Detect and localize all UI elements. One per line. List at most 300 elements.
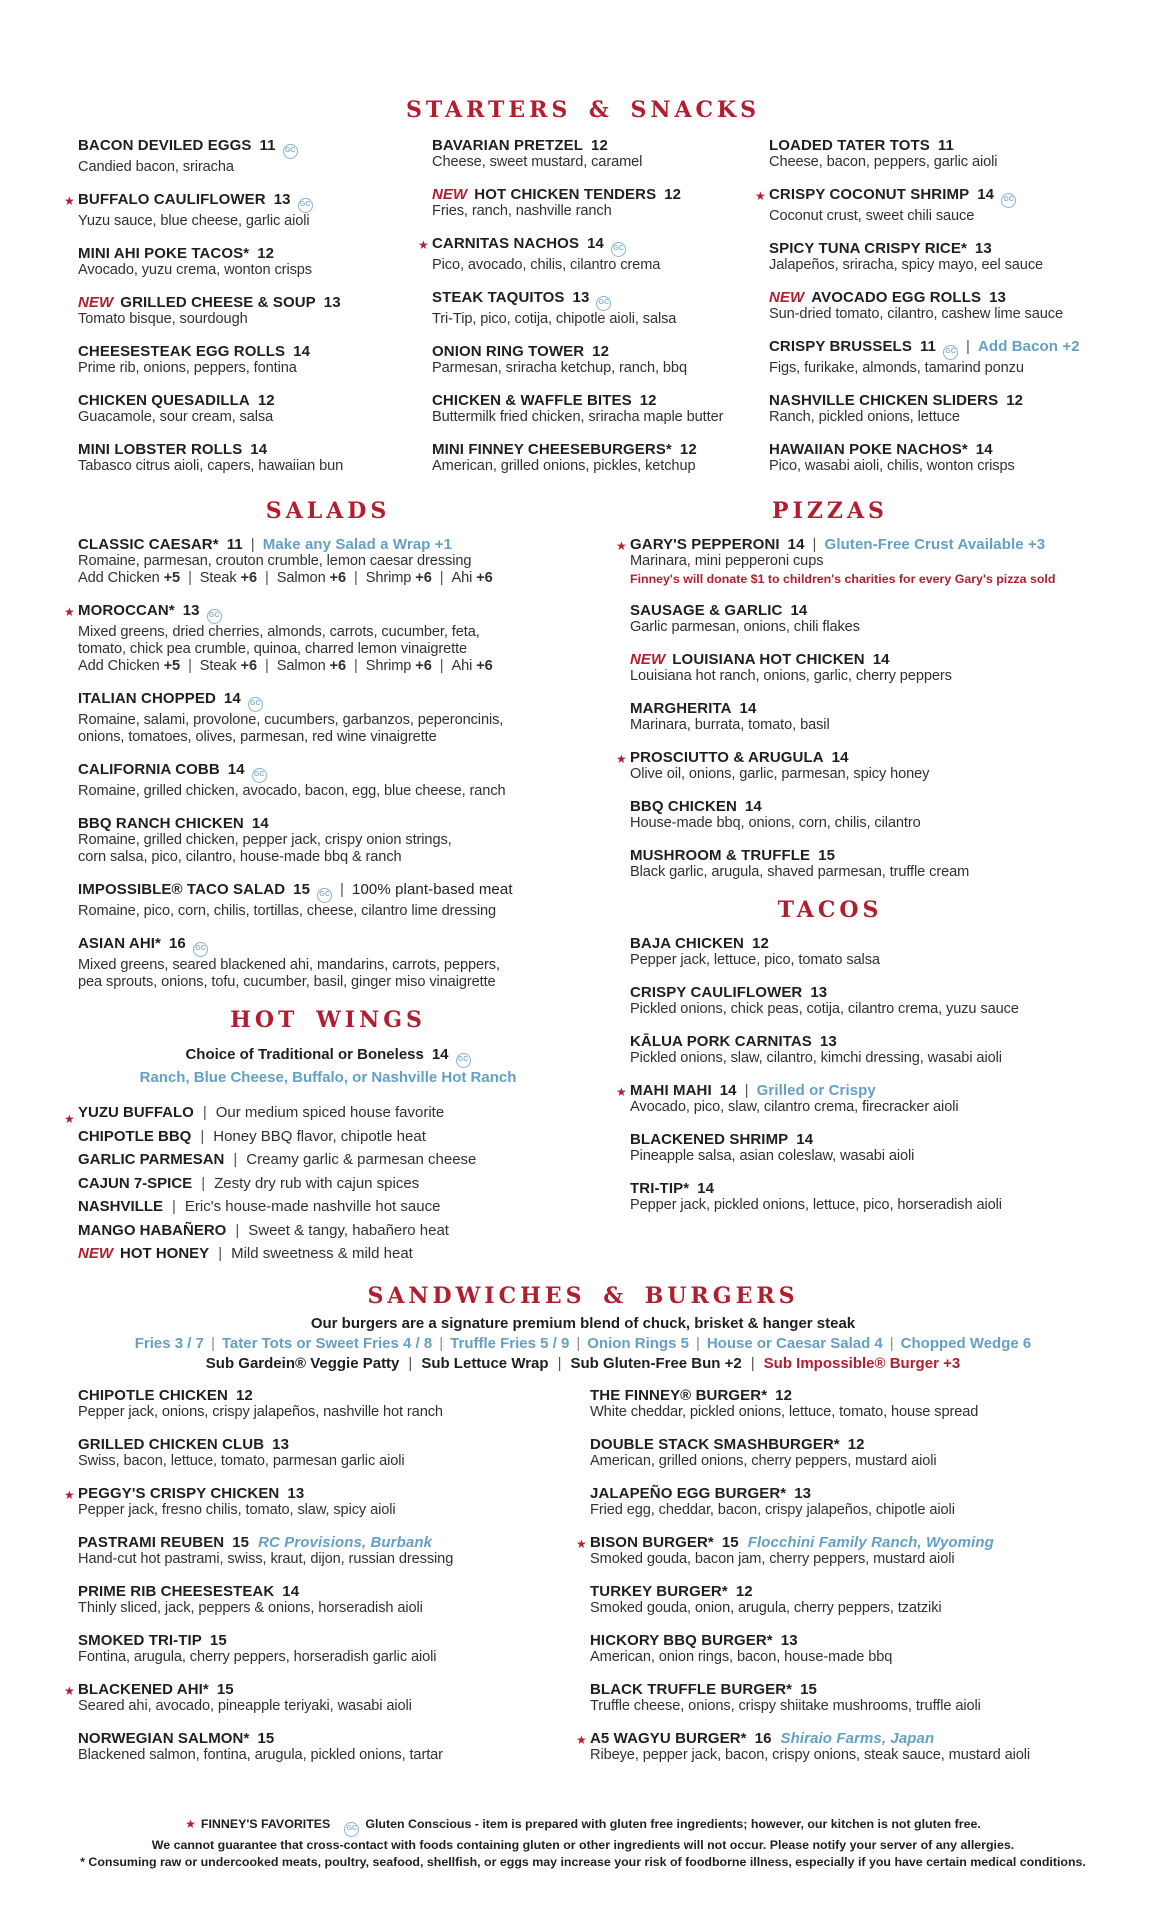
item-name: LOADED TATER TOTS — [769, 137, 930, 154]
favorite-star-icon: ★ — [418, 238, 429, 252]
item-name-line — [78, 1534, 590, 1551]
starters-section — [64, 137, 1088, 490]
menu-item — [78, 815, 630, 866]
item-name: JALAPEÑO EGG BURGER* — [590, 1484, 787, 1502]
item-price: 13 — [272, 1435, 290, 1453]
pipe-separator: | — [265, 570, 269, 586]
item-price: 14 — [223, 690, 241, 707]
item-name: IMPOSSIBLE® TACO SALAD — [78, 881, 286, 898]
item-description: Cheese, sweet mustard, caramel — [432, 154, 643, 170]
item-name: SMOKED TRI-TIP — [78, 1631, 202, 1649]
item-name-line — [78, 761, 630, 783]
item-description: Tri-Tip, pico, cotija, chipotle aioli, salsa — [432, 311, 677, 327]
item-name-line — [576, 1533, 1088, 1551]
item-name: MINI AHI POKE TACOS* — [78, 245, 250, 262]
gluten-conscious-icon: GC — [344, 1822, 359, 1837]
text-segment: Sub Lettuce Wrap — [421, 1354, 549, 1372]
addon-price: +6 — [415, 658, 432, 674]
menu-item — [78, 294, 432, 328]
side-option: Truffle Fries 5 / 9 — [450, 1334, 570, 1352]
pipe-separator: | — [235, 1221, 240, 1239]
item-price: 14 — [293, 343, 311, 360]
item-price: 12 — [235, 1386, 253, 1404]
item-description: Cheese, bacon, peppers, garlic aioli — [769, 154, 998, 170]
item-description: Marinara, burrata, tomato, basil — [630, 717, 830, 733]
item-description: Louisiana hot ranch, onions, garlic, cherry peppers — [630, 668, 952, 684]
item-price: 15 — [216, 1680, 234, 1698]
new-badge: NEW — [78, 1245, 113, 1262]
item-price: 14 — [831, 749, 849, 766]
item-name: GRILLED CHICKEN CLUB — [78, 1435, 265, 1453]
item-description: Buttermilk fried chicken, sriracha maple butter — [432, 409, 724, 425]
menu-item — [78, 536, 630, 587]
item-price: 14 — [787, 536, 805, 553]
menu-item — [78, 935, 630, 991]
gluten-conscious-icon: GC — [317, 888, 332, 903]
favorite-star-icon: ★ — [576, 1536, 587, 1551]
item-name-line — [630, 700, 1088, 717]
item-name: STEAK TAQUITOS — [432, 289, 565, 306]
pipe-separator: | — [202, 1104, 207, 1121]
item-name: BBQ CHICKEN — [630, 798, 737, 815]
menu-item — [78, 1387, 590, 1421]
menu-item — [755, 186, 1088, 225]
item-name-line — [418, 235, 769, 257]
wing-flavor — [64, 1101, 630, 1126]
item-name: BAVARIAN PRETZEL — [432, 137, 584, 154]
wing-flavor-description: Eric's house-made nashville hot sauce — [184, 1198, 441, 1215]
item-price: 11 — [937, 137, 954, 154]
item-price: 14 — [744, 798, 762, 815]
wing-flavor-name: MANGO HABAÑERO — [78, 1221, 227, 1239]
menu-item — [576, 1533, 1088, 1568]
menu-item — [78, 343, 432, 377]
item-price: 14 — [739, 700, 757, 717]
menu-item — [590, 1387, 1088, 1421]
pipe-separator: | — [233, 1151, 238, 1168]
item-price: 13 — [182, 602, 200, 619]
item-description: Smoked gouda, bacon jam, cherry peppers, mustard aioli — [590, 1550, 955, 1567]
item-description: Ribeye, pepper jack, bacon, crispy onions, steak sauce, mustard aioli — [590, 1746, 1031, 1763]
item-name-line — [630, 1180, 1088, 1197]
pipe-separator: | — [200, 1127, 205, 1145]
item-price: 12 — [592, 343, 610, 360]
item-name: PRIME RIB CHEESESTEAK — [78, 1582, 275, 1600]
pizzas-tacos-column — [616, 498, 1088, 1266]
item-description: Parmesan, sriracha ketchup, ranch, bbq — [432, 360, 687, 376]
item-price: 15 — [721, 1533, 739, 1551]
section-title-pizzas: PIZZAS — [772, 498, 888, 524]
pipe-separator: | — [201, 1174, 206, 1192]
pizzas-section — [616, 536, 1088, 881]
pipe-separator: | — [557, 1354, 562, 1372]
item-name-line — [78, 392, 432, 409]
pipe-separator: | — [408, 1354, 413, 1372]
side-option: Onion Rings 5 — [587, 1334, 689, 1352]
item-name-line — [590, 1436, 1088, 1453]
gluten-conscious-icon: GC — [456, 1053, 471, 1068]
item-price: 12 — [752, 935, 769, 952]
menu-item — [576, 1729, 1088, 1764]
salads-section — [64, 536, 630, 991]
starters-column-2 — [418, 137, 769, 490]
item-name-line — [630, 602, 1088, 619]
menu-item — [590, 1485, 1088, 1519]
item-description: Black garlic, arugula, shaved parmesan, truffle cream — [630, 864, 970, 880]
item-description: Seared ahi, avocado, pineapple teriyaki, wasabi aioli — [78, 1697, 412, 1714]
text-segment: RC Provisions, Burbank — [258, 1533, 433, 1551]
item-name-line — [78, 690, 630, 712]
item-name: SAUSAGE & GARLIC — [630, 602, 783, 619]
pipe-separator: | — [172, 1198, 176, 1215]
item-description: corn salsa, pico, cilantro, house-made bbq & ranch — [78, 849, 402, 865]
item-description: Romaine, salami, provolone, cucumbers, garbanzos, peperoncinis, — [78, 712, 504, 728]
item-name-line — [64, 191, 432, 213]
text-segment: Gluten Conscious - item is prepared with gluten free ingredients; however, our kitchen is not gluten free. — [365, 1816, 981, 1831]
item-price: 15 — [800, 1680, 817, 1698]
sandwiches-section — [64, 1386, 1088, 1779]
item-price: 14 — [719, 1082, 737, 1099]
pipe-separator: | — [966, 338, 970, 355]
item-description: American, onion rings, bacon, house-made bbq — [590, 1648, 893, 1665]
item-name-line — [769, 392, 1088, 409]
item-description: Pickled onions, slaw, cilantro, kimchi dressing, wasabi aioli — [630, 1050, 1002, 1066]
menu-item — [78, 761, 630, 800]
item-name: MINI FINNEY CHEESEBURGERS* — [432, 441, 672, 458]
menu-item — [418, 235, 769, 274]
wings-choice-label: Choice of Traditional or Boneless — [185, 1046, 424, 1063]
item-price: 11 — [919, 338, 936, 355]
menu-item — [630, 935, 1088, 969]
item-name-line — [432, 186, 769, 203]
item-description: Avocado, yuzu crema, wonton crisps — [78, 262, 312, 278]
item-price: 14 — [282, 1582, 300, 1600]
side-option: Fries 3 / 7 — [134, 1334, 204, 1352]
wing-flavor — [78, 1125, 630, 1149]
section-title-starters: STARTERS & SNACKS — [405, 97, 761, 123]
item-name-line — [78, 245, 432, 262]
new-badge: NEW — [769, 289, 805, 306]
item-description: Prime rib, onions, peppers, fontina — [78, 360, 297, 376]
item-addons: Add Chicken +5 | Steak +6 | Salmon +6 | Shrimp +6 | Ahi +6 — [78, 570, 493, 586]
item-description: Guacamole, sour cream, salsa — [78, 409, 274, 425]
favorite-star-icon: ★ — [616, 752, 627, 766]
item-name: LOUISIANA HOT CHICKEN — [672, 651, 865, 668]
item-name-line — [755, 186, 1088, 208]
pipe-separator: | — [439, 570, 444, 586]
item-addons: Add Chicken +5 | Steak +6 | Salmon +6 | Shrimp +6 | Ahi +6 — [78, 658, 493, 674]
pipe-separator: | — [265, 658, 269, 674]
menu-item — [64, 602, 630, 675]
wing-flavor — [78, 1242, 630, 1266]
item-name: CALIFORNIA COBB — [78, 761, 220, 778]
text-segment: 100% plant-based meat — [352, 881, 513, 898]
item-price: 14 — [251, 815, 269, 832]
pipe-separator: | — [812, 536, 817, 553]
pipe-separator: | — [695, 1334, 700, 1352]
item-name: CRISPY CAULIFLOWER — [630, 984, 803, 1001]
gluten-conscious-icon: GC — [252, 768, 267, 783]
favorite-star-icon: ★ — [616, 1085, 627, 1099]
sandwiches-intro — [78, 1314, 1088, 1374]
item-name-line — [590, 1485, 1088, 1502]
menu-item — [432, 289, 769, 328]
pipe-separator: | — [340, 881, 345, 898]
sides-options-line — [78, 1334, 1088, 1354]
text-segment: Shiraio Farms, Japan — [780, 1729, 935, 1747]
item-description: Pineapple salsa, asian coleslaw, wasabi aioli — [630, 1148, 915, 1164]
item-price: 16 — [168, 935, 186, 952]
item-price: 14 — [872, 651, 890, 668]
item-name-line — [432, 289, 769, 311]
item-name-line — [590, 1681, 1088, 1698]
item-price: 13 — [273, 191, 291, 208]
item-description: Blackened salmon, fontina, arugula, pickled onions, tartar — [78, 1746, 443, 1763]
item-name-line — [78, 536, 630, 553]
item-name-line — [78, 1436, 590, 1453]
item-description: Fried egg, cheddar, bacon, crispy jalapeños, chipotle aioli — [590, 1501, 955, 1518]
item-description: Figs, furikake, almonds, tamarind ponzu — [769, 360, 1024, 376]
item-name: HAWAIIAN POKE NACHOS* — [769, 441, 968, 458]
item-name-line — [78, 137, 432, 159]
text-segment: Sub Gardein® Veggie Patty — [205, 1354, 400, 1372]
item-name: BLACKENED AHI* — [78, 1680, 209, 1698]
burger-blend-subtitle: Our burgers are a signature premium blend of chuck, brisket & hanger steak — [310, 1314, 856, 1332]
addon-price: +6 — [329, 658, 346, 674]
item-name-line — [630, 651, 1088, 668]
menu-item — [616, 749, 1088, 783]
item-description: Coconut crust, sweet chili sauce — [769, 208, 975, 224]
item-name-line — [616, 536, 1088, 553]
item-name: CRISPY COCONUT SHRIMP — [769, 186, 970, 203]
pipe-separator: | — [250, 536, 255, 553]
item-description: Olive oil, onions, garlic, parmesan, spicy honey — [630, 766, 930, 782]
item-description: Romaine, grilled chicken, avocado, bacon, egg, blue cheese, ranch — [78, 783, 506, 799]
menu-item — [630, 984, 1088, 1018]
menu-item — [630, 847, 1088, 881]
item-name: BBQ RANCH CHICKEN — [78, 815, 244, 832]
pipe-separator: | — [188, 570, 192, 586]
section-title-salads: SALADS — [265, 498, 391, 524]
item-name-line — [630, 1033, 1088, 1050]
item-name: BAJA CHICKEN — [630, 935, 744, 952]
item-name: GRILLED CHEESE & SOUP — [120, 294, 316, 311]
wing-flavor-description: Our medium spiced house favorite — [215, 1104, 445, 1121]
item-name: GARY'S PEPPERONI — [630, 536, 780, 553]
item-name: NORWEGIAN SALMON* — [78, 1729, 250, 1747]
text-segment: Sub Impossible® Burger +3 — [763, 1354, 961, 1372]
item-description: Pepper jack, pickled onions, lettuce, pico, horseradish aioli — [630, 1197, 1002, 1213]
item-description: American, grilled onions, cherry peppers, mustard aioli — [590, 1452, 937, 1469]
item-description: Pepper jack, lettuce, pico, tomato salsa — [630, 952, 880, 968]
menu-item — [769, 240, 1088, 274]
menu-footer — [78, 1816, 1088, 1871]
menu-item — [590, 1583, 1088, 1617]
wing-flavor-description: Honey BBQ flavor, chipotle heat — [213, 1127, 426, 1145]
addon-price: +6 — [240, 570, 257, 586]
wings-price: 14 — [431, 1046, 449, 1063]
item-price: 12 — [1006, 392, 1024, 409]
item-name: CHIPOTLE CHICKEN — [78, 1386, 228, 1404]
item-price: 13 — [287, 1484, 305, 1502]
gluten-conscious-icon-slot — [449, 1046, 471, 1063]
item-name-line — [64, 1680, 590, 1698]
item-price: 13 — [974, 240, 992, 257]
gluten-conscious-icon: GC — [248, 697, 263, 712]
item-description: Mixed greens, dried cherries, almonds, carrots, cucumber, feta, — [78, 624, 480, 640]
menu-item — [64, 1680, 590, 1715]
menu-item — [78, 1632, 590, 1666]
menu-item — [64, 191, 432, 230]
item-name: HICKORY BBQ BURGER* — [590, 1631, 773, 1649]
sandwiches-column-1 — [64, 1386, 590, 1779]
text-segment: Flocchini Family Ranch, Wyoming — [747, 1533, 994, 1551]
item-price: 13 — [323, 294, 341, 311]
item-price: 12 — [735, 1582, 753, 1600]
item-name: CRISPY BRUSSELS — [769, 338, 912, 355]
item-name-line — [64, 1484, 590, 1502]
item-description: Romaine, parmesan, crouton crumble, lemon caesar dressing — [78, 553, 472, 569]
item-name-line — [432, 441, 769, 458]
item-description: Fries, ranch, nashville ranch — [432, 203, 612, 219]
salads-wings-column — [64, 498, 630, 1266]
item-description: Candied bacon, sriracha — [78, 159, 234, 175]
item-note: Finney's will donate $1 to children's charities for every Gary's pizza sold — [630, 572, 1056, 586]
menu-item — [769, 137, 1088, 171]
menu-item — [78, 392, 432, 426]
item-description: Romaine, grilled chicken, pepper jack, crispy onion strings, — [78, 832, 452, 848]
favorite-star-icon: ★ — [755, 189, 766, 203]
item-name-line — [78, 294, 432, 311]
addon-price: +6 — [476, 658, 493, 674]
menu-item — [630, 651, 1088, 685]
favorite-star-icon: ★ — [64, 194, 75, 208]
item-price: 13 — [819, 1033, 837, 1050]
item-price: 12 — [775, 1386, 793, 1404]
item-name-line — [590, 1387, 1088, 1404]
item-description: Fontina, arugula, cherry peppers, horseradish garlic aioli — [78, 1648, 437, 1665]
wing-flavor — [78, 1195, 630, 1219]
item-name-line — [78, 1730, 590, 1747]
menu-item — [616, 536, 1088, 587]
item-name: CLASSIC CAESAR* — [78, 536, 219, 553]
item-description: Pickled onions, chick peas, cotija, cilantro crema, yuzu sauce — [630, 1001, 1019, 1017]
item-price: 15 — [818, 847, 836, 864]
menu-item — [769, 441, 1088, 475]
item-price: 12 — [257, 245, 275, 262]
item-name-line — [630, 984, 1088, 1001]
pipe-separator: | — [210, 1334, 215, 1352]
menu-item — [78, 690, 630, 746]
menu-item — [78, 1534, 590, 1568]
item-price: 13 — [989, 289, 1006, 306]
menu-item — [769, 289, 1088, 323]
item-name: TRI-TIP* — [630, 1180, 690, 1197]
favorite-star-icon: ★ — [64, 1683, 75, 1698]
wing-flavor-name: YUZU BUFFALO — [78, 1104, 194, 1121]
item-name-line — [78, 1387, 590, 1404]
item-description: pea sprouts, onions, tofu, cucumber, basil, ginger miso vinaigrette — [78, 974, 496, 990]
item-name: THE FINNEY® BURGER* — [590, 1386, 768, 1404]
item-description: Thinly sliced, jack, peppers & onions, horseradish aioli — [78, 1599, 423, 1616]
item-name: BISON BURGER* — [590, 1533, 714, 1551]
item-name-line — [78, 881, 630, 903]
item-name: MARGHERITA — [630, 700, 732, 717]
item-description: Pepper jack, fresno chilis, tomato, slaw, spicy aioli — [78, 1501, 396, 1518]
favorite-star-icon: ★ — [64, 1112, 75, 1126]
wing-flavor — [78, 1148, 630, 1172]
text-segment: Add Bacon +2 — [978, 338, 1080, 355]
item-name: BACON DEVILED EGGS — [78, 137, 252, 154]
menu-item — [78, 1730, 590, 1764]
item-description: onions, tomatoes, olives, parmesan, red wine vinaigrette — [78, 729, 437, 745]
item-name-line — [78, 441, 432, 458]
item-price: 12 — [257, 392, 275, 409]
starters-column-3 — [755, 137, 1088, 490]
item-name: ITALIAN CHOPPED — [78, 690, 216, 707]
item-price: 13 — [572, 289, 590, 306]
side-option: House or Caesar Salad 4 — [706, 1334, 883, 1352]
wing-flavor-name: GARLIC PARMESAN — [78, 1151, 225, 1168]
wing-flavor-name: HOT HONEY — [120, 1245, 210, 1262]
gluten-conscious-icon: GC — [283, 144, 298, 159]
item-name: PROSCIUTTO & ARUGULA — [630, 749, 824, 766]
item-description: tomato, chick pea crumble, quinoa, charred lemon vinaigrette — [78, 641, 468, 657]
item-price: 12 — [639, 392, 657, 409]
tacos-section — [616, 935, 1088, 1214]
item-price: 14 — [227, 761, 245, 778]
item-name-line — [78, 343, 432, 360]
item-price: 14 — [796, 1131, 814, 1148]
item-description: Smoked gouda, onion, arugula, cherry peppers, tzatziki — [590, 1599, 942, 1616]
item-name-line — [78, 815, 630, 832]
item-description: Romaine, pico, corn, chilis, tortillas, cheese, cilantro lime dressing — [78, 903, 497, 919]
footer-legend-line — [78, 1816, 1088, 1837]
item-description: Sun-dried tomato, cilantro, cashew lime sauce — [769, 306, 1064, 322]
wing-flavor — [78, 1172, 630, 1196]
item-name-line — [630, 798, 1088, 815]
wing-flavor-description: Zesty dry rub with cajun spices — [214, 1174, 420, 1192]
favorite-star-icon: ★ — [576, 1732, 587, 1747]
item-name-line — [769, 289, 1088, 306]
menu-item — [78, 1436, 590, 1470]
item-price: 14 — [977, 186, 995, 203]
gluten-conscious-icon: GC — [943, 345, 958, 360]
item-description: Hand-cut hot pastrami, swiss, kraut, dijon, russian dressing — [78, 1550, 454, 1567]
item-name-line — [616, 1082, 1088, 1099]
item-price: 14 — [587, 235, 604, 252]
menu-item — [590, 1632, 1088, 1666]
item-name: ASIAN AHI* — [78, 935, 161, 952]
item-description: Pepper jack, onions, crispy jalapeños, nashville hot ranch — [78, 1403, 443, 1420]
pipe-separator: | — [188, 658, 192, 674]
pipe-separator: | — [750, 1354, 755, 1372]
item-name: TURKEY BURGER* — [590, 1582, 728, 1600]
item-description: Marinara, mini pepperoni cups — [630, 553, 824, 569]
gluten-conscious-icon: GC — [1001, 193, 1016, 208]
item-name: AVOCADO EGG ROLLS — [811, 289, 982, 306]
footer-consumer-advisory-line: * Consuming raw or undercooked meats, poultry, seafood, shellfish, or eggs may increase your risk of foodborne illness, especially if you have certain medical conditions. — [80, 1854, 1086, 1869]
item-name: PEGGY'S CRISPY CHICKEN — [78, 1484, 280, 1502]
menu-item — [630, 1131, 1088, 1165]
item-name: MOROCCAN* — [78, 602, 175, 619]
wings-intro — [78, 1045, 578, 1087]
addon-price: +5 — [163, 658, 181, 674]
wing-flavor — [78, 1219, 630, 1243]
starters-column-1 — [64, 137, 432, 490]
item-price: 11 — [259, 137, 276, 154]
wing-flavor-description: Mild sweetness & mild heat — [231, 1245, 413, 1262]
